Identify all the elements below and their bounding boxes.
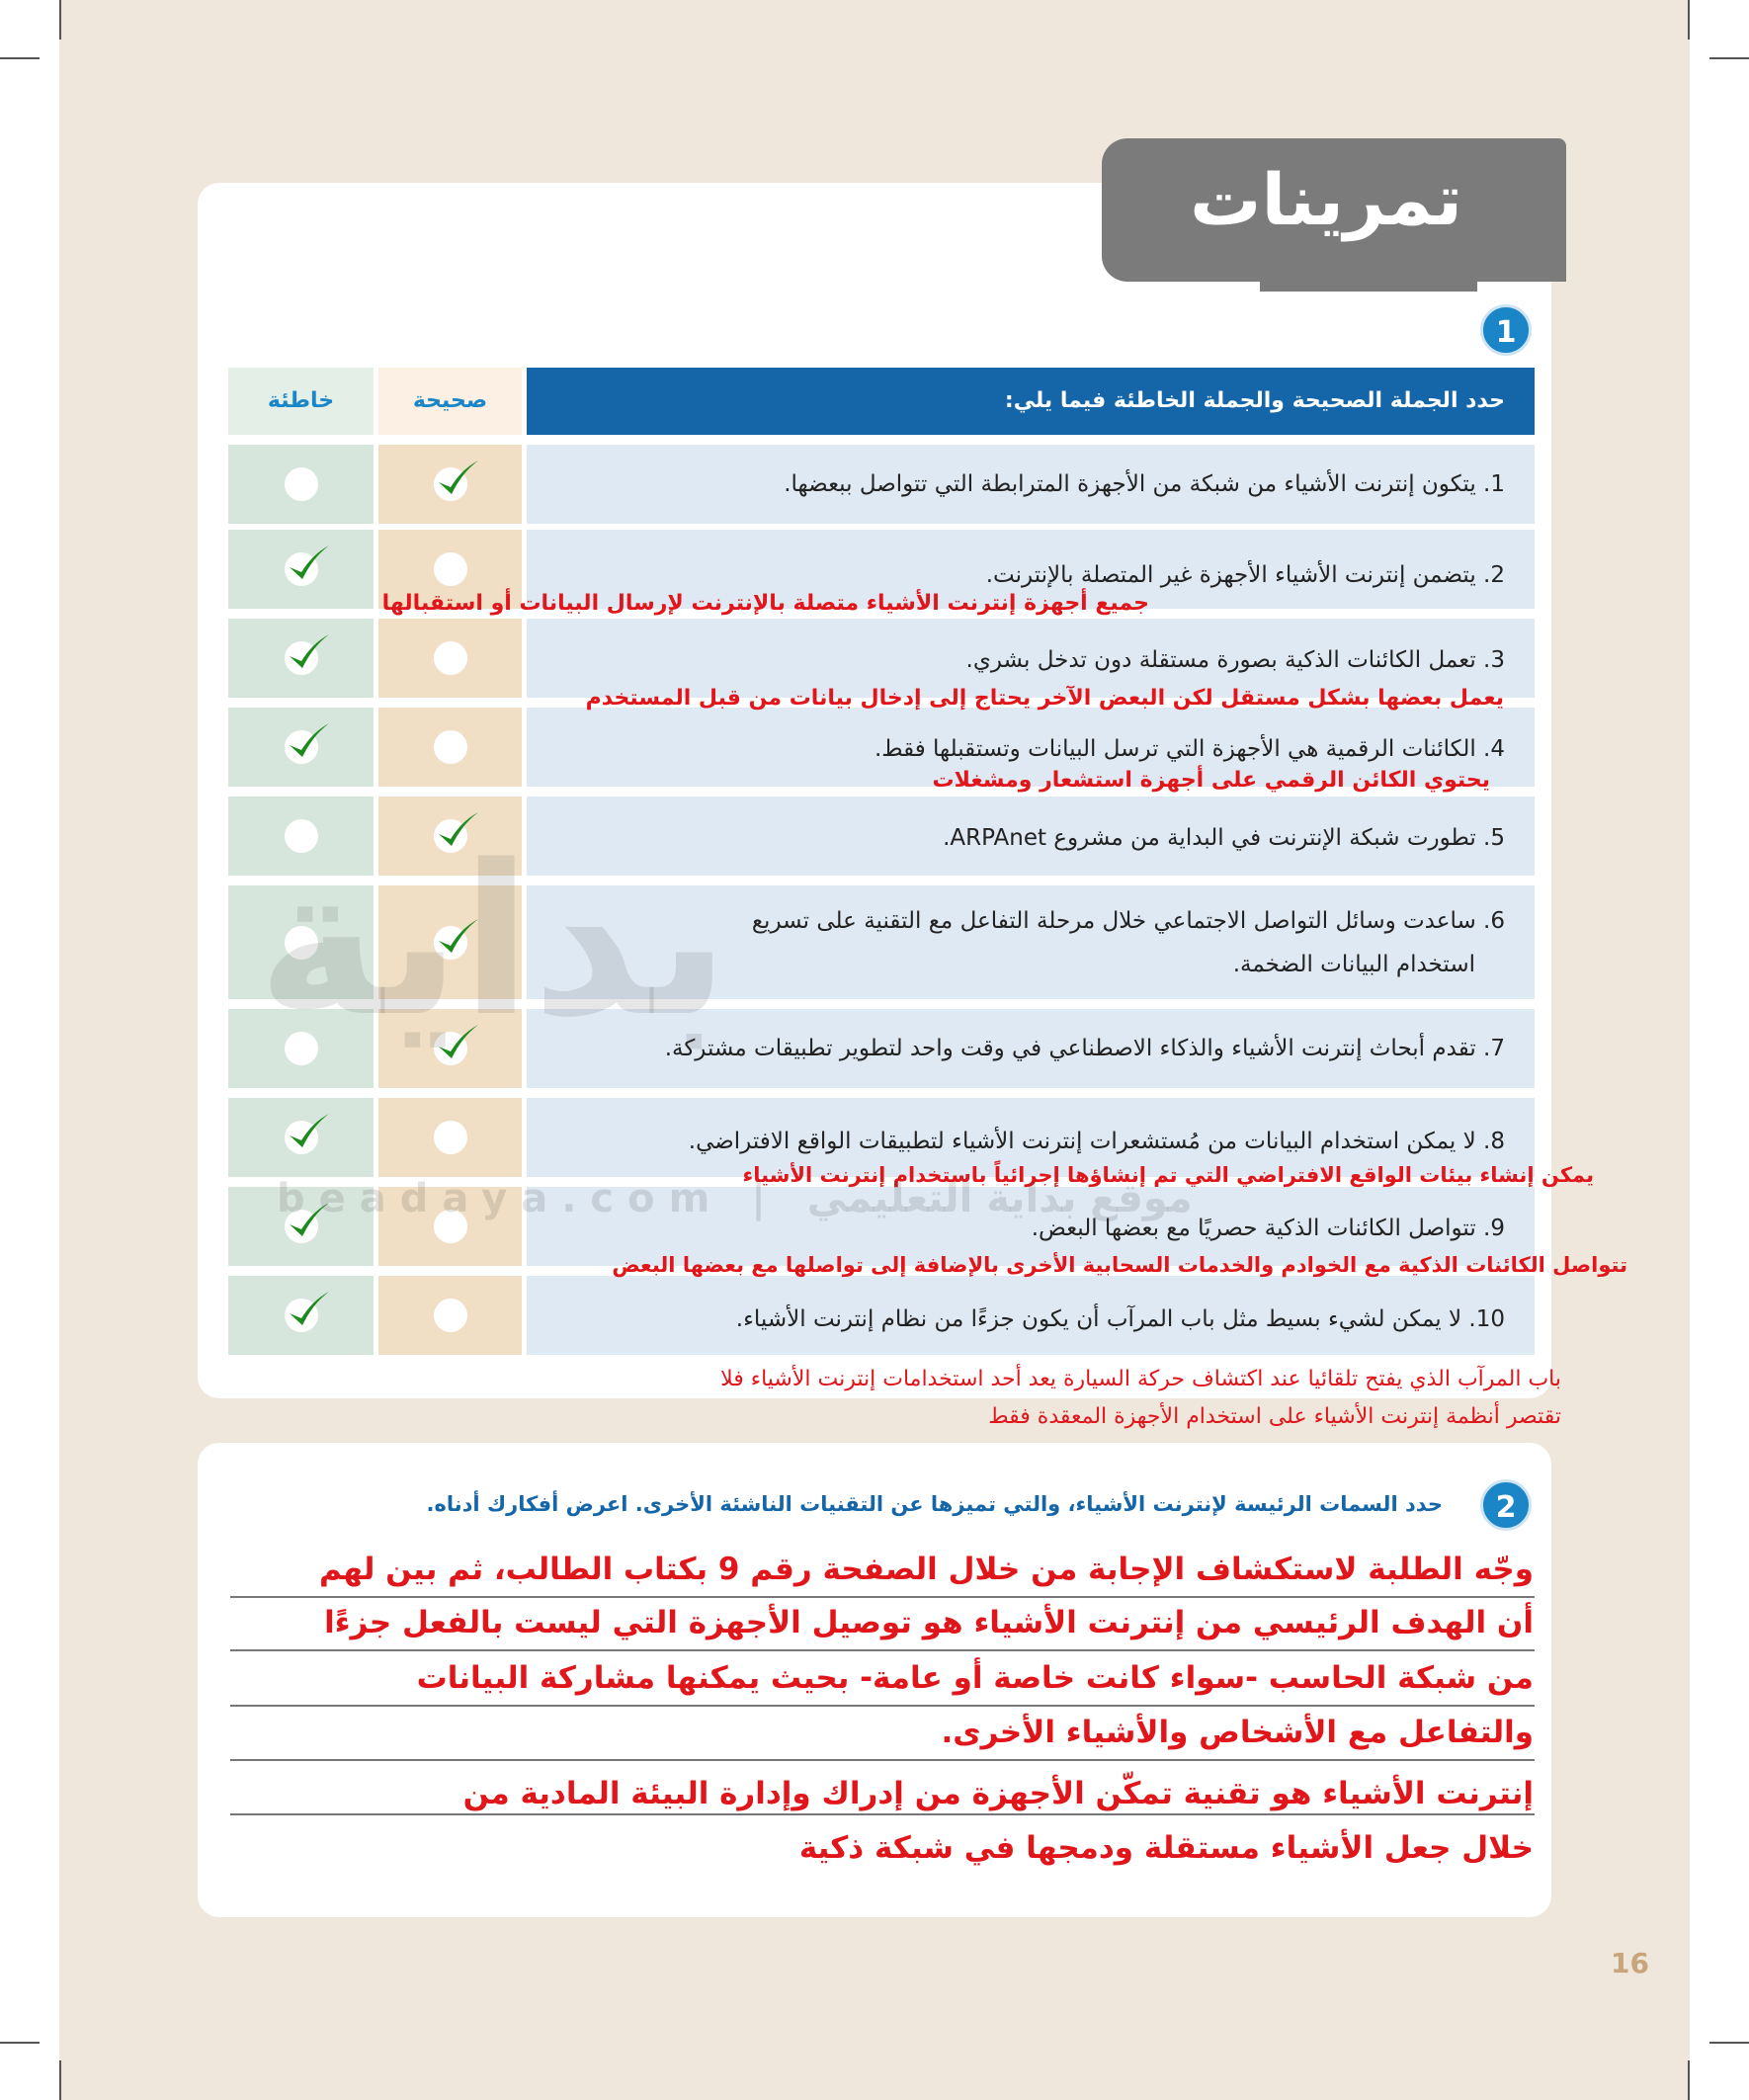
statement-text: 3. تعمل الكائنات الذكية بصورة مستقلة دون تدخل بشري.	[965, 647, 1505, 673]
statement-text: 6. ساعدت وسائل التواصل الاجتماعي خلال مرحلة التفاعل مع التقنية على تسريع	[751, 908, 1505, 934]
answer-line	[230, 1759, 1535, 1761]
check-mark-icon	[284, 540, 333, 589]
radio-circle-icon[interactable]	[434, 552, 467, 586]
radio-circle-icon[interactable]	[434, 641, 467, 675]
correction-row-10-line-2: تقتصر أنظمة إنترنت الأشياء على استخدام الأجهزة المعقدة فقط	[988, 1404, 1561, 1429]
table-header-instruction: حدد الجملة الصحيحة والجملة الخاطئة فيما يلي:	[527, 368, 1535, 435]
correct-cell-3[interactable]	[378, 619, 522, 698]
title-tab-notch	[1260, 267, 1477, 292]
answer-line	[230, 1705, 1535, 1707]
crop-mark	[1709, 57, 1749, 59]
correction-row-4: يحتوي الكائن الرقمي على أجهزة استشعار ومشغلات	[932, 768, 1490, 793]
page-number: 16	[1611, 1947, 1649, 1979]
column-header-correct: صحيحة	[378, 368, 522, 435]
radio-circle-icon[interactable]	[285, 467, 318, 501]
answer-line	[230, 1813, 1535, 1815]
page-title: تمرينات	[1190, 158, 1462, 241]
wrong-cell-8[interactable]	[228, 1098, 374, 1177]
crop-mark	[0, 57, 40, 59]
crop-mark	[1688, 2060, 1690, 2100]
statement-text: 9. تتواصل الكائنات الذكية حصريًا مع بعضها البعض.	[1031, 1216, 1505, 1241]
exercise-2-number-badge: 2	[1480, 1479, 1532, 1531]
statement-row-10	[527, 1276, 1535, 1355]
exercise-1-number-badge: 1	[1480, 304, 1532, 356]
statement-text: 10. لا يمكن لشيء بسيط مثل باب المرآب أن يكون جزءًا من نظام إنترنت الأشياء.	[735, 1306, 1505, 1332]
answer-line-3: من شبكة الحاسب -سواء كانت خاصة أو عامة- بحيث يمكنها مشاركة البيانات	[416, 1660, 1534, 1696]
answer-line-4: والتفاعل مع الأشخاص والأشياء الأخرى.	[941, 1715, 1534, 1750]
answer-line	[230, 1649, 1535, 1651]
answer-line-2: أن الهدف الرئيسي من إنترنت الأشياء هو توصيل الأجهزة التي ليست بالفعل جزءًا	[324, 1605, 1534, 1640]
radio-circle-icon[interactable]	[434, 1299, 467, 1332]
statement-text-continued: استخدام البيانات الضخمة.	[1232, 952, 1475, 977]
correction-row-9: تتواصل الكائنات الذكية مع الخوادم والخدمات السحابية الأخرى بالإضافة إلى تواصلها مع بعضها البعض	[612, 1253, 1627, 1277]
crop-mark	[0, 2042, 40, 2044]
statement-text: 8. لا يمكن استخدام البيانات من مُستشعرات إنترنت الأشياء لتطبيقات الواقع الافتراضي.	[688, 1129, 1505, 1154]
wrong-cell-4[interactable]	[228, 708, 374, 787]
statement-text: 2. يتضمن إنترنت الأشياء الأجهزة غير المتصلة بالإنترنت.	[985, 562, 1505, 588]
correction-row-3: يعمل بعضها بشكل مستقل لكن البعض الآخر يحتاج إلى إدخال بيانات من قبل المستخدم	[585, 686, 1504, 711]
statement-text: 4. الكائنات الرقمية هي الأجهزة التي ترسل البيانات وتستقبلها فقط.	[874, 736, 1505, 762]
crop-mark	[1688, 0, 1690, 40]
correct-cell-4[interactable]	[378, 708, 522, 787]
wrong-cell-1[interactable]	[228, 445, 374, 524]
crop-mark	[59, 0, 61, 40]
check-mark-icon	[284, 1286, 333, 1335]
crop-mark	[59, 2060, 61, 2100]
watermark-url: beadaya.com | موقع بداية التعليمي	[277, 1176, 1193, 1221]
wrong-cell-10[interactable]	[228, 1276, 374, 1355]
correct-cell-1[interactable]	[378, 445, 522, 524]
wrong-cell-3[interactable]	[228, 619, 374, 698]
answer-line-5: إنترنت الأشياء هو تقنية تمكّن الأجهزة من إدراك وإدارة البيئة المادية من	[462, 1776, 1534, 1811]
crop-mark	[1709, 2042, 1749, 2044]
check-mark-icon	[284, 1108, 333, 1157]
answer-line-1: وجّه الطلبة لاستكشاف الإجابة من خلال الصفحة رقم 9 بكتاب الطالب، ثم بين لهم	[318, 1552, 1534, 1587]
correction-row-10-line-1: باب المرآب الذي يفتح تلقائيا عند اكتشاف حركة السيارة يعد أحد استخدامات إنترنت الأشياء فلا	[720, 1367, 1561, 1391]
statement-text: 7. تقدم أبحاث إنترنت الأشياء والذكاء الاصطناعي في وقت واحد لتطوير تطبيقات مشتركة.	[664, 1036, 1505, 1061]
correction-row-2: جميع أجهزة إنترنت الأشياء متصلة بالإنترنت لإرسال البيانات أو استقبالها	[381, 591, 1149, 616]
correct-cell-8[interactable]	[378, 1098, 522, 1177]
radio-circle-icon[interactable]	[434, 730, 467, 764]
check-mark-icon	[284, 717, 333, 767]
check-mark-icon	[284, 629, 333, 678]
answer-line-6: خلال جعل الأشياء مستقلة ودمجها في شبكة ذكية	[798, 1830, 1534, 1866]
statement-row-1	[527, 445, 1535, 524]
statement-text: 1. يتكون إنترنت الأشياء من شبكة من الأجهزة المترابطة التي تتواصل ببعضها.	[784, 471, 1505, 497]
answer-line	[230, 1596, 1535, 1598]
correct-cell-10[interactable]	[378, 1276, 522, 1355]
statement-text: 5. تطورت شبكة الإنترنت في البداية من مشروع ARPAnet.	[943, 825, 1505, 851]
exercise-2-question: حدد السمات الرئيسة لإنترنت الأشياء، والتي تميزها عن التقنيات الناشئة الأخرى. اعرض أفكارك أدناه.	[426, 1492, 1443, 1516]
radio-circle-icon[interactable]	[434, 1121, 467, 1154]
check-mark-icon	[433, 455, 482, 504]
correction-row-8: يمكن إنشاء بيئات الواقع الافتراضي التي تم إنشاؤها إجرائياً باستخدام إنترنت الأشياء	[742, 1163, 1594, 1187]
watermark-logo: بداية	[257, 820, 730, 1062]
wrong-cell-2[interactable]	[228, 530, 374, 609]
column-header-wrong: خاطئة	[228, 368, 374, 435]
